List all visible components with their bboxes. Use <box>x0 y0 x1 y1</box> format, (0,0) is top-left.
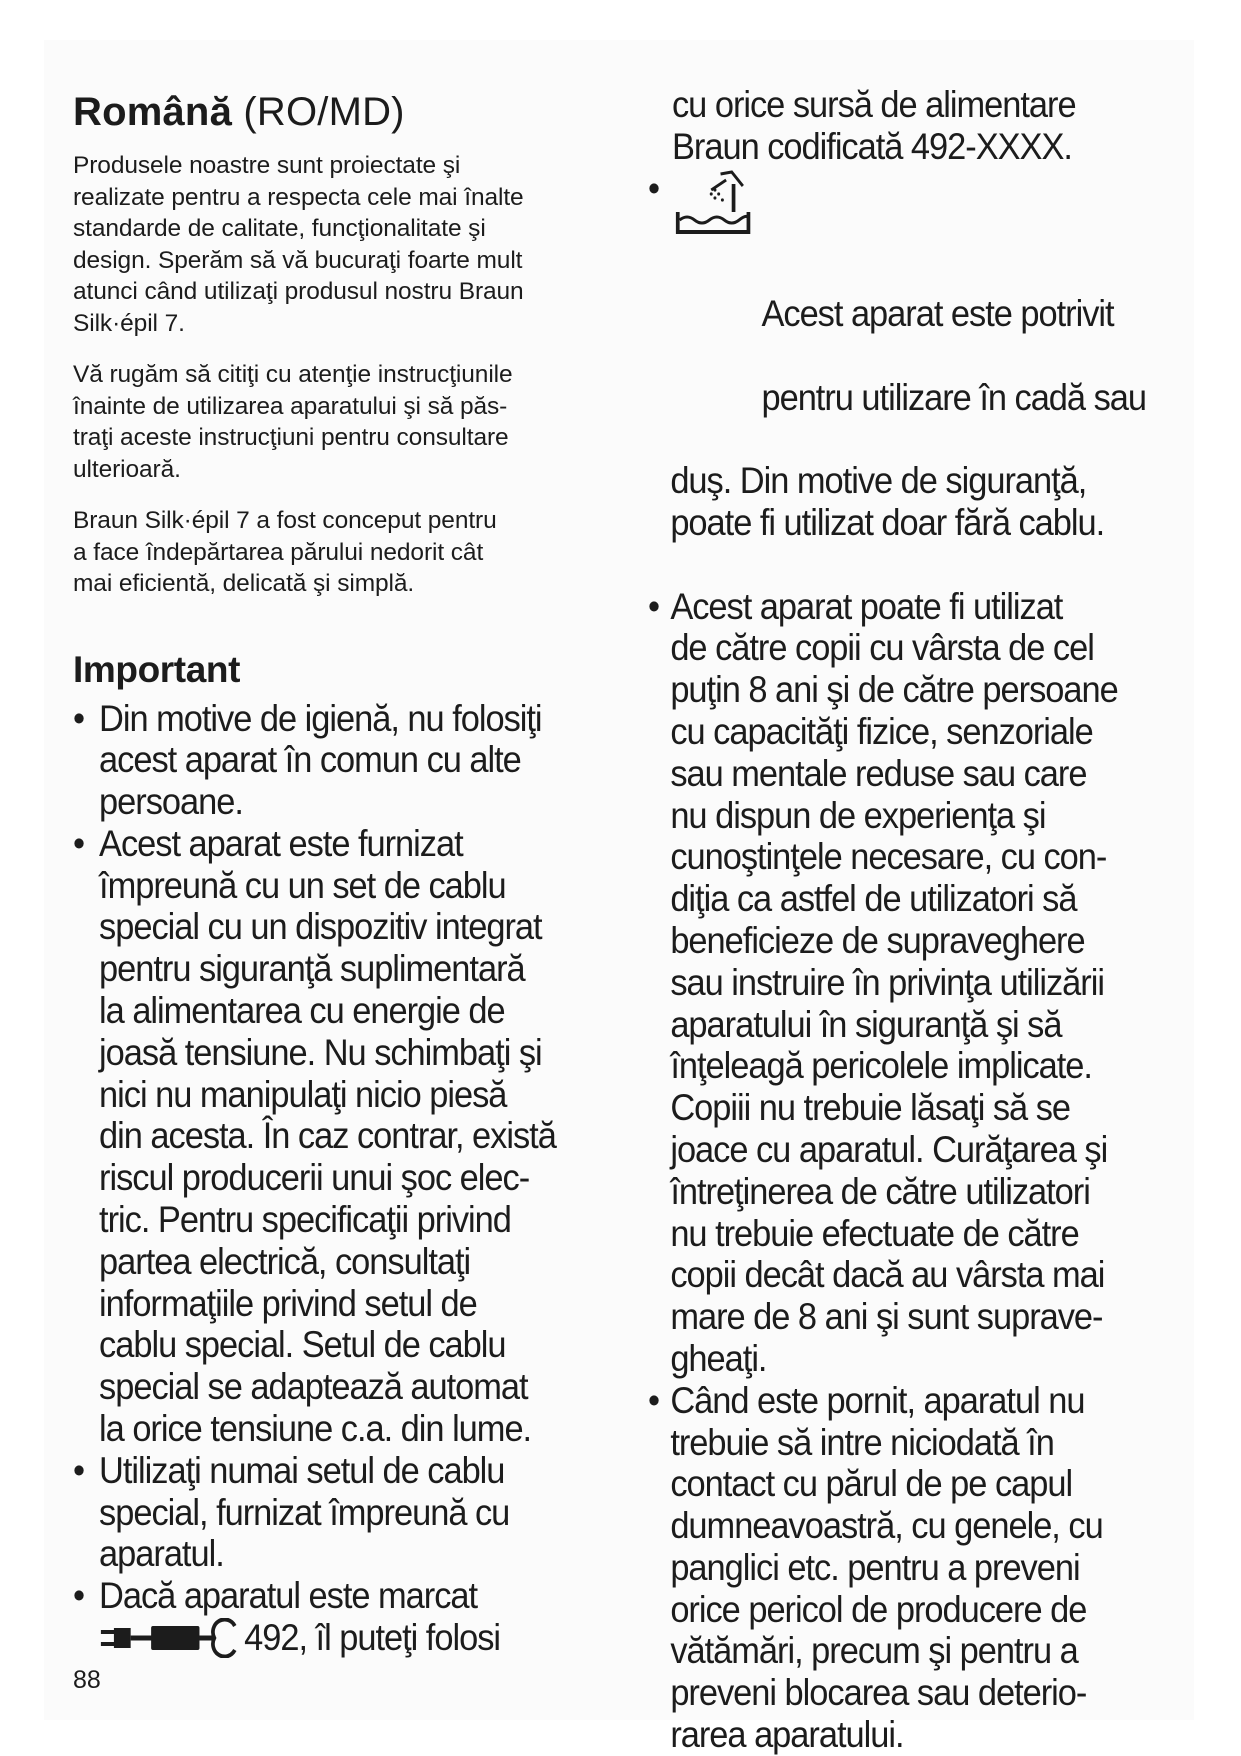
list-item <box>73 1575 575 1700</box>
bullet-icon: • <box>648 1379 660 1421</box>
important-heading: Important <box>73 648 241 690</box>
language-code: (RO/MD) <box>243 90 405 134</box>
page-number: 88 <box>73 1666 101 1694</box>
bullet-icon: • <box>648 167 660 209</box>
list-item <box>648 168 1155 586</box>
important-list-right <box>648 168 1193 1756</box>
language-name: Română <box>73 90 233 134</box>
left-column <box>73 88 613 1701</box>
list-item-text: Utilizaţi numai setul de cablu special, furnizat împreună cu aparatul. <box>99 1449 510 1575</box>
right-column <box>648 84 1193 1756</box>
special-cord-set-icon <box>99 1618 239 1658</box>
list-item <box>648 1380 1155 1756</box>
marked-item-line1: Dacă aparatul este marcat <box>99 1575 478 1617</box>
list-item <box>73 823 575 1450</box>
list-item-text: Când este pornit, aparatul nu trebuie să intre niciodată în contact cu părul de pe capul dumneavoastră, cu genele, cu panglici etc. pentru a preveni orice pericol de producere de vătămări, precum şi pentru a preveni blocarea sau deterio- rarea aparatului. <box>670 1379 1103 1756</box>
list-item-text: Acest aparat este furnizat împreună cu un set de cablu special cu un dispozitiv integrat pentru siguranţă suplimentară la alimentarea cu energie de joasă tensiune. Nu schimbaţi şi nici nu manipulaţi nicio piesă din acesta. În caz contrar, există riscul producerii unui şoc elec- tric. Pentru specificaţii privind partea electrică, consultaţi informaţiile privind setul de cablu special. Setul de cablu special se adaptează automat la orice tensiune c.a. din lume. <box>99 822 556 1450</box>
list-item-text: Din motive de igienă, nu folosiţi acest aparat în comun cu alte persoane. <box>99 697 542 823</box>
bullet-icon: • <box>73 1449 85 1491</box>
cord-symbol-line <box>99 1617 575 1659</box>
intro-paragraph-read-instructions: Vă rugăm să citiţi cu atenţie instrucţiunile înainte de utilizarea aparatului şi să păs- traţi aceste instrucţiuni pentru consultare ulterioară. <box>73 361 513 483</box>
list-item <box>73 698 575 823</box>
page-title <box>73 88 613 136</box>
bath-rest: duş. Din motive de siguranţă, poate fi utilizat doar fără cablu. <box>670 460 1105 543</box>
bath-line2: pentru utilizare în cadă sau <box>761 376 1147 418</box>
bullet-icon: • <box>73 697 85 739</box>
bullet-icon: • <box>648 585 660 627</box>
list-item <box>648 586 1155 1380</box>
important-list-left <box>73 698 613 1701</box>
marked-item-line2: 492, îl puteţi folosi <box>244 1617 501 1659</box>
list-item <box>73 1450 575 1575</box>
bath-line1: Acest aparat este potrivit <box>761 292 1114 334</box>
bath-shower-icon <box>674 168 752 240</box>
bullet-icon: • <box>73 1575 85 1617</box>
marked-item-continuation: cu orice sursă de alimentare Braun codificată 492-XXXX. <box>672 84 1076 167</box>
bullet-icon: • <box>73 822 85 864</box>
intro-paragraph-purpose: Braun Silk·épil 7 a fost conceput pentru a face îndepărtarea părului nedorit cât mai eficientă, delicată şi simplă. <box>73 507 497 597</box>
intro-paragraph-quality: Produsele noastre sunt proiectate şi realizate pentru a respecta cele mai înalte standarde de calitate, funcţionalitate şi design. Sperăm să vă bucuraţi foarte mult atunci când utilizaţi produsul nostru Braun Silk·épil 7. <box>73 152 524 337</box>
list-item-text: Acest aparat poate fi utilizat de către copii cu vârsta de cel puţin 8 ani şi de către persoane cu capacităţi fizice, senzoriale sau mentale reduse sau care nu dispun de experienţa şi cunoştinţele necesare, cu con- diţia ca astfel de utilizatori să beneficieze de supraveghere sau instruire în privinţa utilizării aparatului în siguranţă şi să înţeleagă pericolele implicate. Copiii nu trebuie lăsaţi să se joace cu aparatul. Curăţarea şi întreţinerea de către utilizatori nu trebuie efectuate de către copii decât dacă au vârsta mai mare de 8 ani şi sunt suprave- gheaţi. <box>670 585 1118 1379</box>
